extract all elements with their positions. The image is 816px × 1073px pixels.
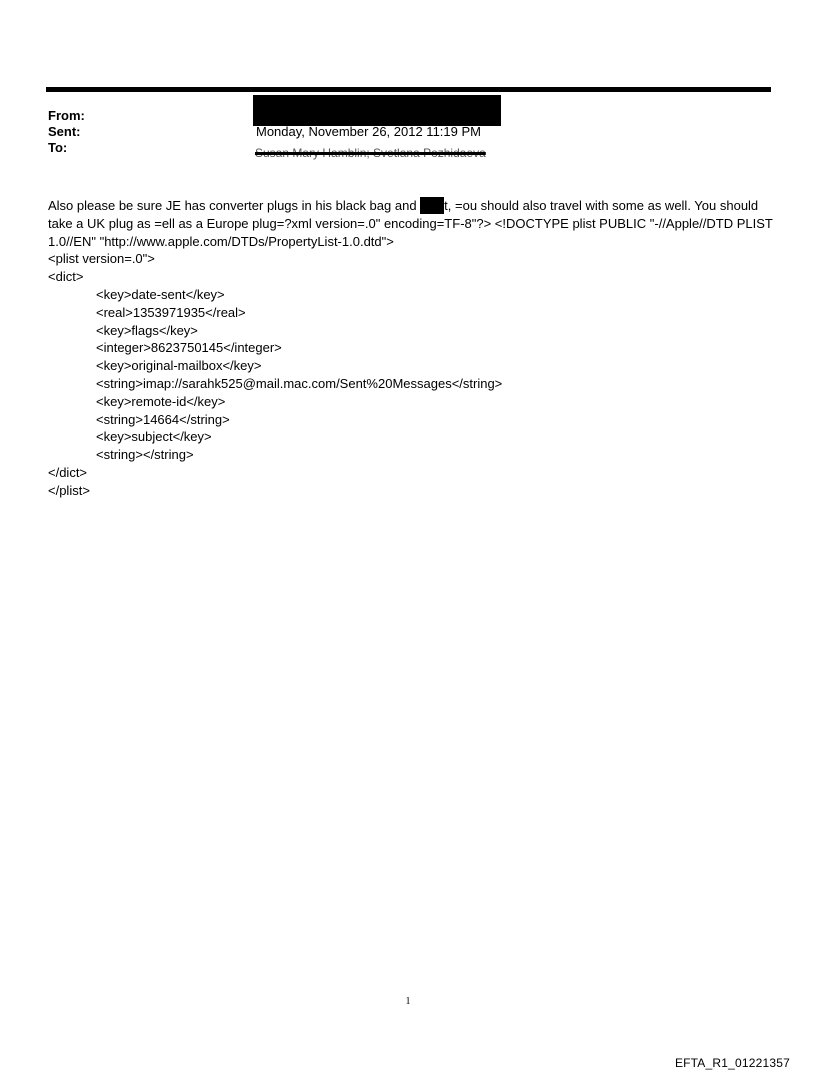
- plist-entry: <key>date-sent</key>: [96, 286, 225, 302]
- plist-entry: <string></string>: [96, 447, 194, 463]
- plist-close: </plist>: [48, 482, 90, 498]
- dict-open: <dict>: [48, 269, 84, 285]
- page-number: 1: [405, 996, 411, 1007]
- dict-close: </dict>: [48, 464, 88, 480]
- plist-entry: <key>original-mailbox</key>: [96, 358, 262, 374]
- to-value-struck: Susan Mary Hamblin; Svetlana Pozhidaeva: [255, 146, 486, 160]
- plist-entry: <real>1353971935</real>: [96, 304, 246, 320]
- plist-entry: <key>remote-id</key>: [96, 393, 226, 409]
- plist-entry: <string>14664</string>: [96, 411, 230, 427]
- body-text-part-1: Also please be sure JE has converter plugs in his black bag and: [48, 198, 421, 213]
- inline-redaction: [420, 197, 444, 214]
- sent-value: Monday, November 26, 2012 11:19 PM: [256, 124, 481, 139]
- sent-label: Sent:: [48, 124, 81, 139]
- body-text-part-2: t, =ou should also travel with some as well. You should take a UK plug as =ell as a Europe plug=?xml version=.0" encoding=TF-8"?> <!DOCTYPE plist PUBLIC "-//Apple//DTD PLIST 1.0//EN" "http://www.apple.com/DTDs/PropertyList-1.0.dtd">: [48, 198, 773, 249]
- from-row: [48, 108, 768, 124]
- from-label: From:: [48, 108, 85, 123]
- plist-entry: <key>flags</key>: [96, 322, 198, 338]
- to-label: To:: [48, 140, 68, 155]
- plist-entry: <integer>8623750145</integer>: [96, 340, 282, 356]
- plist-open: <plist version=.0">: [48, 251, 155, 267]
- plist-entry: <string>imap://sarahk525@mail.mac.com/Sent%20Messages</string>: [96, 375, 503, 391]
- bates-number: EFTA_R1_01221357: [674, 1056, 790, 1070]
- email-body: [48, 197, 776, 500]
- body-paragraph: [48, 197, 776, 250]
- header-rule: [46, 87, 771, 92]
- plist-entry: <key>subject</key>: [96, 429, 212, 445]
- sent-row: [48, 124, 768, 140]
